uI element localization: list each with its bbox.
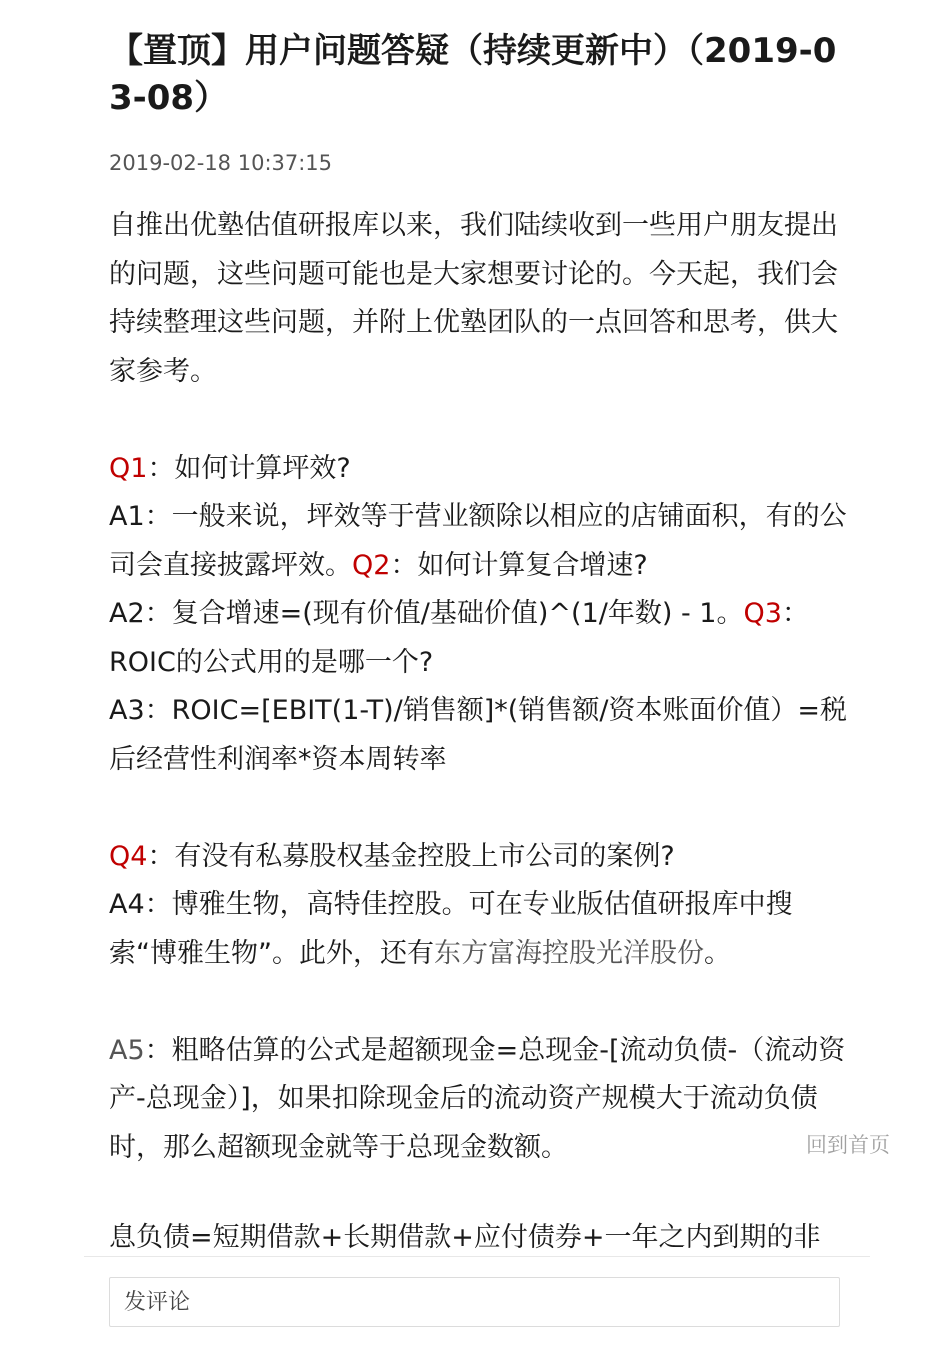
divider: [84, 1256, 870, 1257]
qa-block-4: [109, 833, 849, 882]
qa-block-2: [109, 493, 849, 590]
question-label: Q1: [109, 452, 148, 484]
comment-input[interactable]: [109, 1277, 840, 1327]
answer-text: 。: [703, 937, 731, 969]
question-label: Q2: [352, 549, 391, 581]
question-label: Q3: [743, 598, 782, 629]
question-text: ：如何计算坪效?: [147, 452, 351, 484]
comment-placeholder: 发评论: [124, 1290, 191, 1315]
back-to-top-button[interactable]: 回到首页: [806, 1133, 890, 1157]
article-body: [109, 202, 849, 1172]
clipped-paragraph: 息负债=短期借款+长期借款+应付债券+一年之内到期的非: [109, 1222, 821, 1253]
article-title: 【置顶】用户问题答疑（持续更新中）（2019-03-08）: [109, 31, 837, 118]
question-text: ：ROIC的公式用的是哪一个?: [109, 598, 809, 678]
answer-paragraph: [109, 881, 849, 978]
answer-text: A1：一般来说，坪效等于营业额除以相应的店铺面积，有的公司会直接披露坪效。: [109, 501, 847, 581]
qa-block-3: [109, 590, 849, 687]
article: [109, 28, 849, 1172]
answer-paragraph: A3：ROIC=[EBIT(1-T)/销售额]*(销售额/资本账面价值）=税后经营性利润率*资本周转率: [109, 695, 848, 775]
question-label: Q4: [109, 840, 148, 872]
answer-label: A5: [109, 1034, 145, 1066]
paragraph-gap: [109, 784, 849, 833]
paragraph-gap: [109, 978, 849, 1027]
answer-text: ：粗略估算的公式是超额现金=总现金-[流动负债-（流动资产-总现金）]，如果扣除现金后的流动资产规模大于流动负债时，那么超额现金就等于总现金数额。: [109, 1034, 846, 1163]
answer-paragraph: [109, 1027, 849, 1173]
article-link[interactable]: 东方富海控股光洋股份: [433, 937, 704, 969]
question-text: ：有没有私募股权基金控股上市公司的案例?: [147, 840, 675, 872]
article-date: 2019-02-18 10:37:15: [109, 151, 333, 175]
question-text: ：如何计算复合增速?: [390, 549, 648, 581]
paragraph-gap: [109, 396, 849, 445]
intro-paragraph: 自推出优塾估值研报库以来，我们陆续收到一些用户朋友提出的问题，这些问题可能也是大家想要讨论的。今天起，我们会持续整理这些问题，并附上优塾团队的一点回答和思考，供大家参考。: [109, 210, 838, 387]
answer-text: A4：博雅生物，高特佳控股。可在专业版估值研报库中搜索“博雅生物”。此外，还有: [109, 889, 793, 969]
qa-block-1: [109, 445, 849, 494]
answer-text: A2：复合增速=(现有价值/基础价值)^(1/年数) - 1。: [109, 598, 744, 629]
